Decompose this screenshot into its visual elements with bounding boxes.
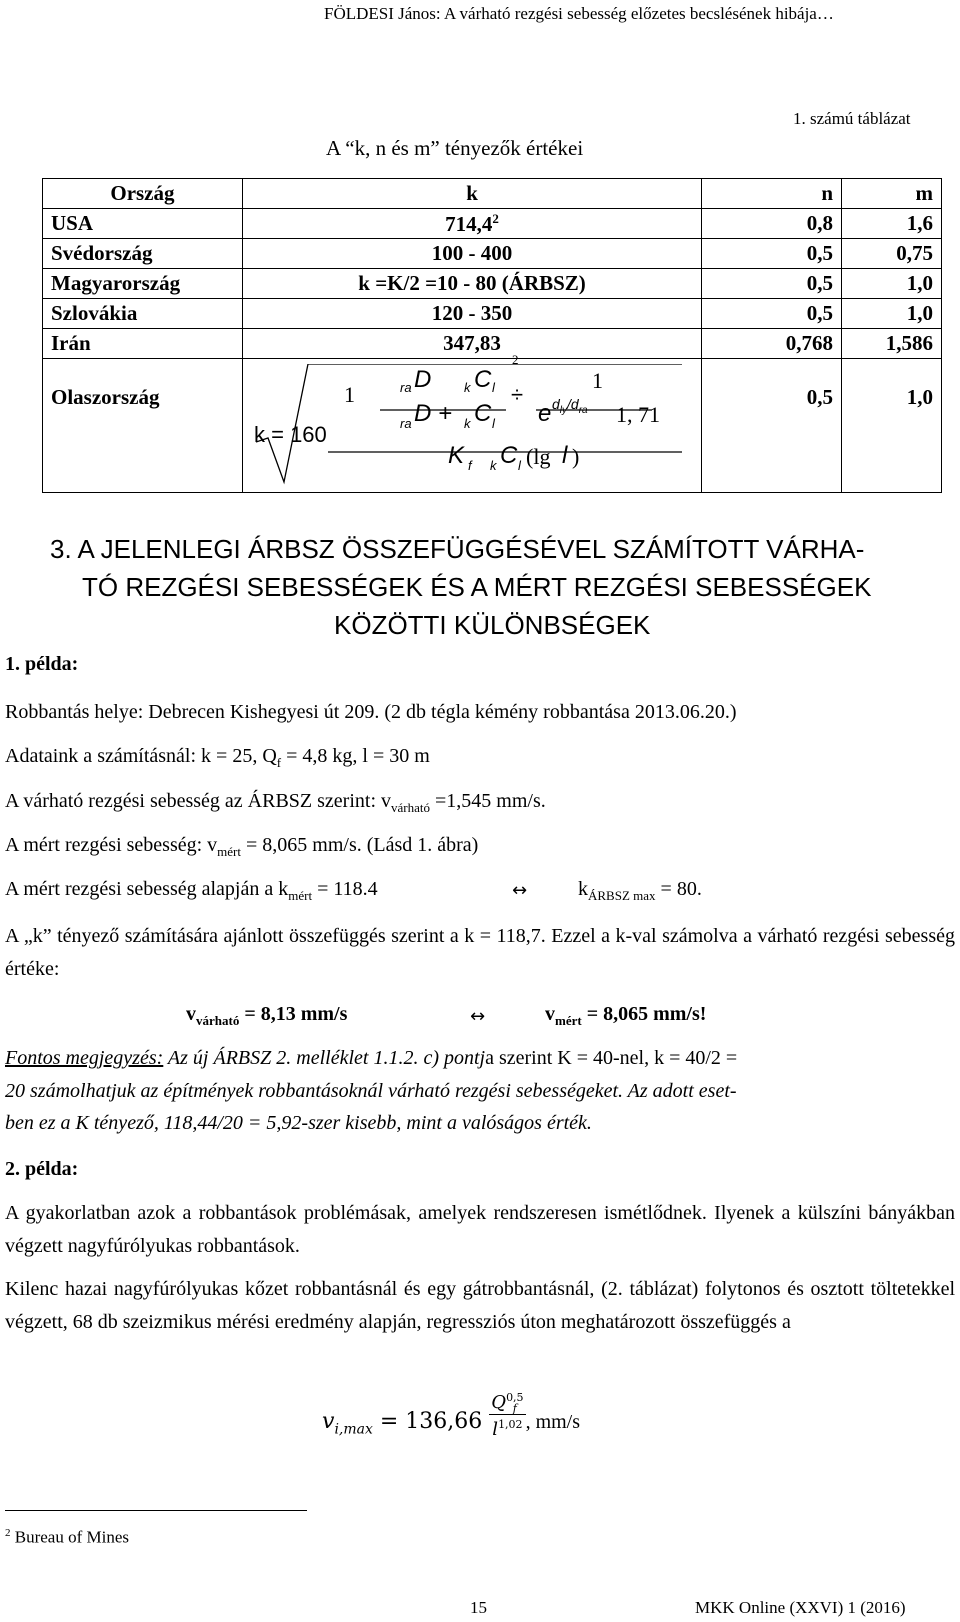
measured-value: = 8,065 mm/s. (Lásd 1. ábra): [241, 834, 479, 856]
kbased-sub: mért: [288, 888, 313, 903]
formula-exp-d: d: [552, 396, 560, 412]
formula-k-sub: k: [464, 380, 471, 395]
formula-l-sub: l: [492, 416, 495, 431]
measured-sub: mért: [217, 844, 241, 859]
data-text: Adataink a számításnál: k = 25, Q: [5, 745, 277, 767]
cell-m: 1,0: [842, 269, 942, 299]
cell-m: 0,75: [842, 239, 942, 269]
footnote-mark: 2: [5, 1527, 11, 1539]
formula-ra-sub: ra: [400, 380, 412, 395]
footnote-text: Bureau of Mines: [10, 1527, 130, 1547]
cell-m: 1,0: [842, 299, 942, 329]
formula-one-b: 1: [592, 368, 603, 393]
cell-m: 1,586: [842, 329, 942, 359]
table-header-row: [43, 179, 942, 209]
footnote-divider: [5, 1510, 307, 1511]
result-v: v: [545, 1003, 555, 1025]
data-sub: f: [276, 755, 282, 770]
table-row: [43, 239, 942, 269]
formula-one-a: 1: [344, 382, 355, 407]
eq-Q-scripts: [506, 1392, 524, 1414]
example-1-measured: [5, 829, 478, 868]
page-number: 15: [470, 1598, 487, 1617]
eq-numerator: [489, 1392, 525, 1415]
expected-text: A várható rezgési sebesség az ÁRBSZ szerint: v: [5, 790, 392, 812]
eq-fraction: [489, 1392, 525, 1440]
example-1-location: Robbantás helye: Debrecen Kishegyesi út 209. (2 db tégla kémény robbantása 2013.06.20.): [5, 701, 737, 723]
formula-exp-ra: ra: [578, 404, 588, 416]
example-2-paragraph-2: Kilenc hazai nagyfúrólyukas kőzet robbantásnál és egy gátrobbantásnál, (2. táblázat) folytonos és osztott töltetekkel végzett, 68 db szeizmikus mérési eredmény alapján, regressziós úton meghatározott összefüggés a: [5, 1278, 955, 1333]
formula-exponent: [552, 396, 588, 416]
cell-n: 0,8: [702, 209, 842, 239]
formula-k-sub: k: [464, 416, 471, 431]
formula-C: C: [474, 366, 492, 393]
formula-paren: ): [572, 444, 580, 469]
cell-country: Szlovákia: [43, 299, 243, 329]
cell-k: 120 - 350: [242, 299, 701, 329]
example-1-k-measured: [5, 873, 378, 912]
cell-k: 100 - 400: [242, 239, 701, 269]
running-header: FÖLDESI János: A várható rezgési sebesség előzetes becslésének hibája…: [324, 4, 834, 23]
cell-m: 1,6: [842, 209, 942, 239]
note-text: a szerint K = 40-nel, k = 40/2 =: [485, 1047, 738, 1069]
eq-Q-sup: 0,5: [506, 1391, 524, 1404]
cell-n: 0,5: [702, 299, 842, 329]
eq-Q-sub: f: [512, 1402, 517, 1415]
important-note-line-2: 20 számolhatjuk az építmények robbantásoknál várható rezgési sebességeket. Az adott eset-: [5, 1080, 737, 1102]
eq-equals: = 136,66: [372, 1409, 490, 1434]
eq-Q: Q: [491, 1392, 507, 1413]
column-header-k: k: [242, 179, 701, 209]
example-1-k-max: [578, 873, 702, 912]
result-sub: várható: [196, 1013, 240, 1028]
cell-k: [242, 209, 701, 239]
formula-l-sub: l: [492, 380, 495, 395]
result-value: = 8,13 mm/s: [239, 1003, 348, 1025]
cell-country: Irán: [43, 329, 243, 359]
formula-ra-sub: ra: [400, 416, 412, 431]
cell-n: 0,5: [702, 239, 842, 269]
cell-n: 0,768: [702, 329, 842, 359]
measured-text: A mért rezgési sebesség: v: [5, 834, 218, 856]
eq-v: v: [322, 1409, 335, 1434]
cell-n: 0,5: [702, 269, 842, 299]
section-title: [50, 530, 960, 644]
table-row: [43, 269, 942, 299]
journal-footer: MKK Online (XXVI) 1 (2016): [695, 1598, 906, 1617]
result-v: v: [186, 1003, 196, 1025]
cell-country: Svédország: [43, 239, 243, 269]
formula-D: D: [414, 366, 432, 393]
formula-exp-d2: /d: [567, 396, 579, 412]
table-title: A “k, n és m” tényezők értékei: [326, 136, 584, 160]
cell-country: Magyarország: [43, 269, 243, 299]
section-title-line-1: 3. A JELENLEGI ÁRBSZ ÖSSZEFÜGGÉSÉVEL SZÁMÍTOTT VÁRHA-: [50, 534, 865, 564]
cell-country: Olaszország: [43, 359, 243, 493]
formula-C: C: [500, 442, 518, 469]
expected-sub: várható: [391, 800, 430, 815]
eq-v-sub: i,max: [334, 1421, 373, 1438]
eq-l: l: [492, 1419, 499, 1440]
column-header-m: m: [842, 179, 942, 209]
example-1-data: [5, 740, 430, 779]
kmax-value: = 80.: [655, 878, 702, 900]
column-header-country: Ország: [43, 179, 243, 209]
footnote: [5, 1527, 129, 1548]
formula-exp-ly: ly: [559, 404, 568, 416]
formula-k-sub: k: [490, 458, 497, 473]
table-row: [43, 299, 942, 329]
cell-m: 1,0: [842, 359, 942, 493]
data-text-end: = 4,8 kg, l = 30 m: [281, 745, 430, 767]
formula-k-equals: k = 160: [254, 422, 327, 447]
formula-l: l: [562, 442, 568, 469]
formula-value-171: 1, 71: [616, 402, 660, 427]
formula-exponent-2: 2: [512, 352, 519, 367]
cell-k-superscript: 2: [492, 211, 499, 226]
formula-K: K: [448, 442, 465, 469]
example-2-paragraph-1: A gyakorlatban azok a robbantások problémásak, amelyek rendszeresen ismétlődnek. Ilyenek a külszíni bányákban végzett nagyfúrólyukas robbantások.: [5, 1202, 955, 1257]
formula-l-sub: l: [518, 458, 521, 473]
cell-k-value: 714,4: [445, 212, 493, 236]
table-row: [43, 209, 942, 239]
formula-e: e: [538, 400, 552, 427]
cell-n: 0,5: [702, 359, 842, 493]
table-number-label: 1. számú táblázat: [793, 109, 911, 128]
left-right-arrow-icon: ↔: [470, 1006, 486, 1027]
result-expected: [186, 998, 347, 1037]
important-note-line-1: [5, 1042, 737, 1075]
section-title-line-3: KÖZÖTTI KÜLÖNBSÉGEK: [334, 610, 651, 640]
column-header-n: n: [702, 179, 842, 209]
kbased-value: = 118.4: [312, 878, 378, 900]
example-2-label: 2. példa:: [5, 1158, 79, 1180]
note-text-italic: Az új ÁRBSZ 2. melléklet 1.1.2. c) pontj: [163, 1047, 486, 1069]
eq-denominator: [489, 1415, 525, 1440]
example-1-expected: [5, 785, 546, 824]
example-1-recommendation: A „k” tényező számítására ajánlott összefüggés szerint a k = 118,7. Ezzel a k-val számolva a várható rezgési sebesség értéke:: [5, 925, 955, 980]
cell-k: 347,83: [242, 329, 701, 359]
left-right-arrow-icon: ↔: [512, 880, 528, 901]
cell-k: k =K/2 =10 - 80 (ÁRBSZ): [242, 269, 701, 299]
formula-f-sub: f: [468, 458, 472, 473]
italy-k-formula: [254, 352, 704, 494]
example-1-label: 1. példa:: [5, 653, 79, 675]
eq-unit: , mm/s: [525, 1411, 581, 1433]
formula-divide: ÷: [511, 382, 524, 407]
important-note-line-3: ben ez a K tényező, 118,44/20 = 5,92-szer kisebb, mint a valóságos érték.: [5, 1112, 592, 1134]
expected-value: =1,545 mm/s.: [430, 790, 546, 812]
result-value: = 8,065 mm/s!: [581, 1003, 707, 1025]
eq-l-sup: 1,02: [498, 1418, 523, 1431]
table-row: [43, 329, 942, 359]
formula-D-plus: D +: [414, 400, 453, 427]
note-label: Fontos megjegyzés:: [5, 1047, 164, 1069]
result-sub: mért: [555, 1013, 582, 1028]
result-measured: [545, 998, 706, 1037]
regression-equation: [322, 1391, 581, 1446]
kbased-text: A mért rezgési sebesség alapján a k: [5, 878, 289, 900]
formula-lg: (lg: [526, 444, 551, 469]
kmax-text: k: [578, 878, 588, 900]
section-title-line-2: TÓ REZGÉSI SEBESSÉGEK ÉS A MÉRT REZGÉSI SEBESSÉGEK: [82, 572, 872, 602]
kmax-sub: ÁRBSZ max: [588, 888, 656, 903]
formula-C: C: [474, 400, 492, 427]
cell-country: USA: [43, 209, 243, 239]
